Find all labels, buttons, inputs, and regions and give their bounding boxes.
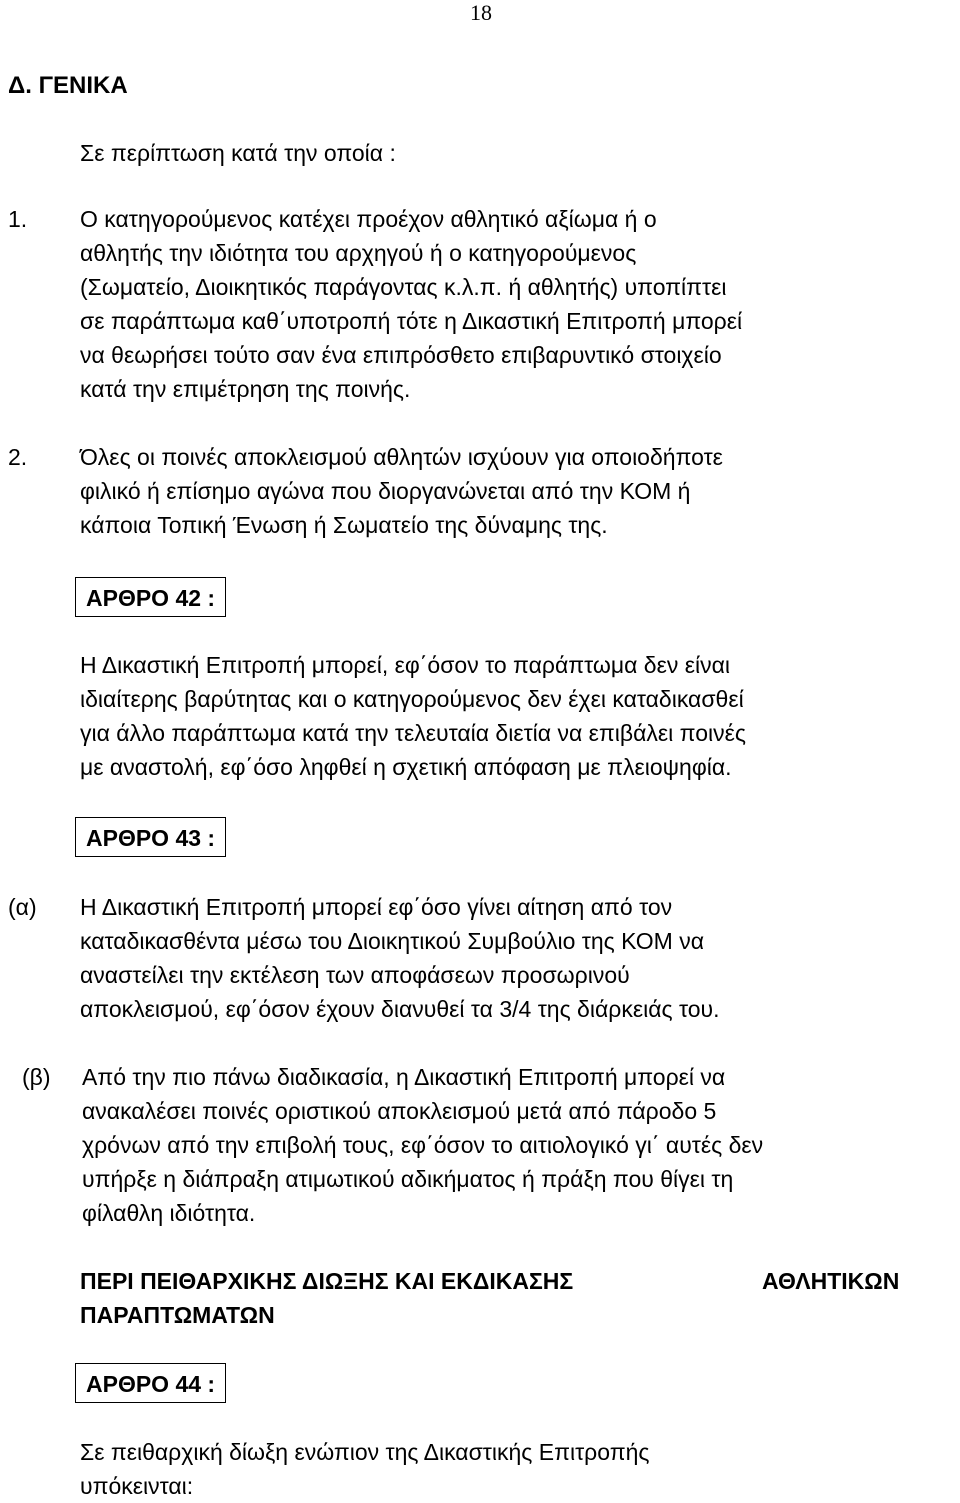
article43-a-label: (α) bbox=[8, 894, 37, 920]
intro-text: Σε περίπτωση κατά την οποία : bbox=[80, 140, 396, 166]
article44-line: υπόκεινται: bbox=[80, 1473, 194, 1499]
article42-line: Η Δικαστική Επιτροπή μπορεί, εφ΄όσον το παράπτωμα δεν είναι bbox=[80, 652, 731, 678]
item1-line: αθλητής την ιδιότητα του αρχηγού ή ο κατηγορούμενος bbox=[80, 240, 637, 266]
article43-b-label: (β) bbox=[22, 1064, 51, 1090]
article42-line: για άλλο παράπτωμα κατά την τελευταία διετία να επιβάλει ποινές bbox=[80, 720, 746, 746]
page-number: 18 bbox=[470, 0, 492, 25]
article42-line: ιδιαίτερης βαρύτητας και ο κατηγορούμενος δεν έχει καταδικασθεί bbox=[80, 686, 744, 712]
article43-b-line: φίλαθλη ιδιότητα. bbox=[82, 1200, 256, 1226]
item1-line: (Σωματείο, Διοικητικός παράγοντας κ.λ.π. ή αθλητής) υποπίπτει bbox=[80, 274, 727, 300]
article43-a-line: καταδικασθέντα μέσω του Διοικητικού Συμβούλιο της ΚΟΜ να bbox=[80, 928, 704, 954]
discipline-heading-line2: ΠΑΡΑΠΤΩΜΑΤΩΝ bbox=[80, 1302, 275, 1328]
article43-b-line: χρόνων από την επιβολή τους, εφ΄όσον το αιτιολογικό γι΄ αυτές δεν bbox=[82, 1132, 764, 1158]
section-heading: Δ. ΓΕΝΙΚΑ bbox=[8, 72, 128, 99]
item1-line: να θεωρήσει τούτο σαν ένα επιπρόσθετο επιβαρυντικό στοιχείο bbox=[80, 342, 722, 368]
article44-title: ΑΡΘΡΟ 44 : bbox=[75, 1363, 226, 1403]
article43-a-line: Η Δικαστική Επιτροπή μπορεί εφ΄όσο γίνει αίτηση από τον bbox=[80, 894, 673, 920]
article43-b-line: υπήρξε η διάπραξη ατιμωτικού αδικήματος ή πράξη που θίγει τη bbox=[82, 1166, 734, 1192]
item1-line: σε παράπτωμα καθ΄υποτροπή τότε η Δικαστική Επιτροπή μπορεί bbox=[80, 308, 743, 334]
item2-line: κάποια Τοπική Ένωση ή Σωματείο της δύναμης της. bbox=[80, 512, 608, 538]
item2-number: 2. bbox=[8, 444, 28, 470]
item2-line: φιλικό ή επίσημο αγώνα που διοργανώνεται από την ΚΟΜ ή bbox=[80, 478, 691, 504]
article42-line: με αναστολή, εφ΄όσο ληφθεί η σχετική απόφαση με πλειοψηφία. bbox=[80, 754, 732, 780]
article44-line: Σε πειθαρχική δίωξη ενώπιον της Δικαστικής Επιτροπής bbox=[80, 1439, 650, 1465]
discipline-heading-part1: ΠΕΡΙ ΠΕΙΘΑΡΧΙΚΗΣ ΔΙΩΞΗΣ ΚΑΙ ΕΚΔΙΚΑΣΗΣ bbox=[80, 1268, 574, 1294]
item1-line: κατά την επιμέτρηση της ποινής. bbox=[80, 376, 411, 402]
article43-b-line: Από την πιο πάνω διαδικασία, η Δικαστική Επιτροπή μπορεί να bbox=[82, 1064, 726, 1090]
article42-title: ΑΡΘΡΟ 42 : bbox=[75, 577, 226, 617]
article43-a-line: αποκλεισμού, εφ΄όσον έχουν διανυθεί τα 3/4 της διάρκειάς του. bbox=[80, 996, 720, 1022]
article43-b-line: ανακαλέσει ποινές οριστικού αποκλεισμού μετά από πάροδο 5 bbox=[82, 1098, 717, 1124]
item1-number: 1. bbox=[8, 206, 28, 232]
item1-line: Ο κατηγορούμενος κατέχει προέχον αθλητικό αξίωμα ή ο bbox=[80, 206, 657, 232]
article43-title: ΑΡΘΡΟ 43 : bbox=[75, 817, 226, 857]
item2-line: Όλες οι ποινές αποκλεισμού αθλητών ισχύουν για οποιοδήποτε bbox=[80, 444, 723, 470]
discipline-heading-part2: ΑΘΛΗΤΙΚΩΝ bbox=[762, 1268, 900, 1294]
article43-a-line: αναστείλει την εκτέλεση των αποφάσεων προσωρινού bbox=[80, 962, 630, 988]
